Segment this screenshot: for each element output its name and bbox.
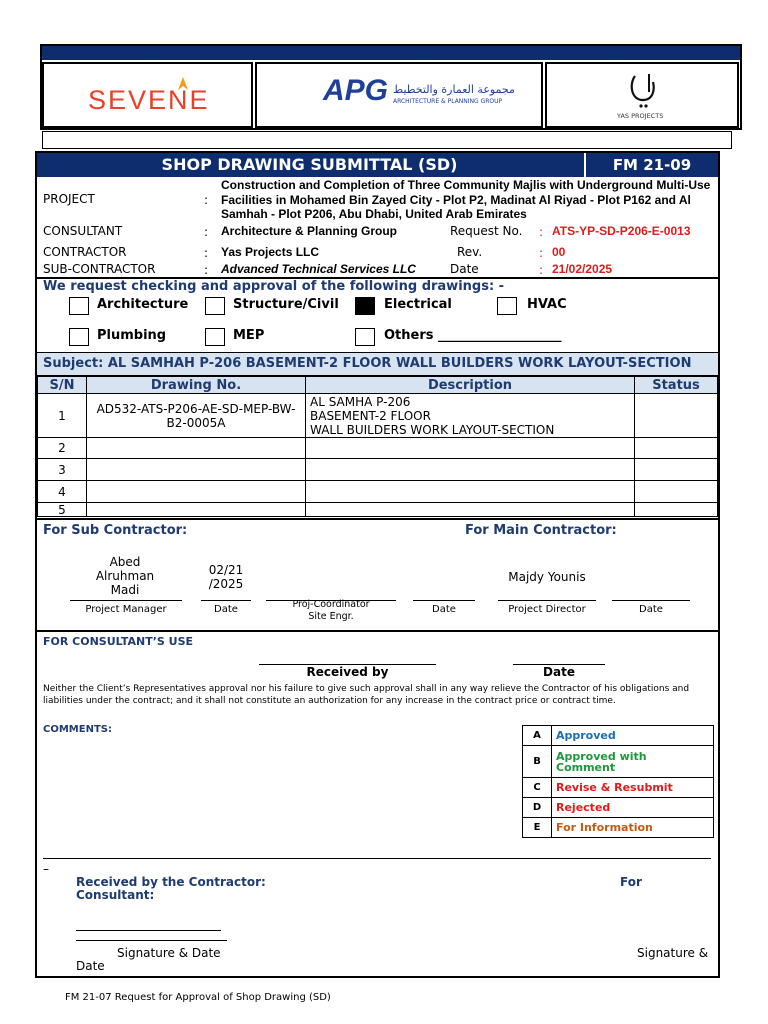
header-empty-strip bbox=[42, 131, 732, 149]
drawing-table bbox=[37, 376, 718, 517]
form-footer: FM 21-07 Request for Approval of Shop Drawing (SD) bbox=[65, 992, 331, 1003]
checking-heading: We request checking and approval of the following drawings: - bbox=[43, 279, 505, 294]
subcontractor-value: Advanced Technical Services LLC bbox=[221, 262, 416, 276]
coordinator-label bbox=[266, 599, 396, 623]
rev-colon: : bbox=[539, 246, 544, 260]
drawing-cell: AD532-ATS-P206-AE-SD-MEP-BW-B2-0005A bbox=[87, 394, 306, 438]
name-line: Alruhman bbox=[95, 569, 155, 583]
contractor-logo-cell bbox=[545, 62, 739, 128]
date-word-label: Date bbox=[76, 959, 105, 973]
architecture-checkbox[interactable] bbox=[69, 297, 89, 315]
table-row bbox=[38, 459, 718, 481]
director-date-label: Date bbox=[639, 604, 663, 615]
hvac-label: HVAC bbox=[527, 297, 567, 312]
header-status: Status bbox=[635, 377, 718, 394]
contractor-header bbox=[545, 46, 739, 60]
code-key: C bbox=[523, 778, 552, 798]
signature-line bbox=[413, 600, 475, 601]
code-rejected: Rejected bbox=[552, 798, 714, 818]
sn-cell: 1 bbox=[38, 394, 87, 438]
sub-contractor-heading: For Sub Contractor: bbox=[43, 523, 188, 538]
sn-cell: 2 bbox=[38, 438, 87, 459]
signature-line bbox=[76, 930, 221, 931]
description-cell bbox=[306, 459, 635, 481]
client-logo: SEVENE bbox=[88, 85, 210, 115]
consultant-use-heading: FOR CONSULTANT’S USE bbox=[43, 635, 194, 648]
divider bbox=[37, 518, 718, 520]
date-colon: : bbox=[539, 263, 544, 277]
description-cell bbox=[306, 394, 635, 438]
received-contractor-label: Received by the Contractor: bbox=[76, 875, 266, 889]
contractor-value: Yas Projects LLC bbox=[221, 245, 320, 259]
engineer-logo-arabic: مجموعة العمارة والتخطيط bbox=[393, 83, 515, 96]
signature-amp-label: Signature & bbox=[637, 946, 709, 960]
contractor-logo-mark-icon bbox=[627, 70, 661, 110]
hvac-checkbox[interactable] bbox=[497, 297, 517, 315]
main-contractor-heading: For Main Contractor: bbox=[465, 523, 617, 538]
mep-checkbox[interactable] bbox=[205, 328, 225, 346]
signature-line bbox=[70, 600, 182, 601]
engineer-header bbox=[255, 46, 543, 60]
code-approved: Approved bbox=[552, 726, 714, 746]
signature-date-label: Signature & Date bbox=[117, 946, 221, 960]
description-cell bbox=[306, 481, 635, 503]
status-cell bbox=[635, 438, 718, 459]
project-label: PROJECT bbox=[43, 192, 95, 206]
status-cell bbox=[635, 481, 718, 503]
consultant-label: CONSULTANT bbox=[43, 224, 123, 238]
form-title: SHOP DRAWING SUBMITTAL (SD) bbox=[161, 155, 458, 174]
date-label: Date bbox=[450, 262, 479, 276]
description-cell bbox=[306, 503, 635, 517]
status-cell bbox=[635, 394, 718, 438]
signature-line bbox=[498, 600, 596, 601]
status-code-row bbox=[523, 818, 714, 838]
consultant-value: Architecture & Planning Group bbox=[221, 224, 398, 238]
project-manager-name bbox=[80, 555, 170, 597]
client-label: Client bbox=[129, 46, 165, 60]
status-code-row bbox=[523, 746, 714, 778]
drawing-cell bbox=[87, 438, 306, 459]
signature-line bbox=[612, 600, 690, 601]
separator-dash: – bbox=[43, 862, 49, 876]
comments-label: COMMENTS: bbox=[43, 724, 112, 735]
contractor-label: Contractor bbox=[610, 46, 674, 60]
drawing-cell bbox=[87, 481, 306, 503]
divider bbox=[37, 630, 718, 632]
description-line: WALL BUILDERS WORK LAYOUT-SECTION bbox=[310, 422, 555, 437]
contractor-info-label: CONTRACTOR bbox=[43, 245, 127, 259]
subcontractor-label: SUB-CONTRACTOR bbox=[43, 262, 156, 276]
contractor-colon: : bbox=[204, 246, 209, 260]
status-code-table bbox=[522, 725, 714, 838]
status-code-row bbox=[523, 798, 714, 818]
engineer-logo-cell bbox=[255, 62, 543, 128]
project-colon: : bbox=[204, 193, 209, 207]
electrical-label: Electrical bbox=[384, 297, 452, 312]
received-by-label: Received by bbox=[306, 665, 389, 679]
date-value: 21/02/2025 bbox=[552, 262, 613, 276]
code-key: E bbox=[523, 818, 552, 838]
plumbing-checkbox[interactable] bbox=[69, 328, 89, 346]
client-logo-cell bbox=[42, 62, 253, 128]
label-line: Site Engr. bbox=[308, 611, 354, 622]
table-row bbox=[38, 503, 718, 517]
signature-line bbox=[76, 940, 227, 941]
sn-cell: 3 bbox=[38, 459, 87, 481]
code-for-information: For Information bbox=[552, 818, 714, 838]
status-code-row bbox=[523, 726, 714, 746]
engineer-logo-subtitle: ARCHITECTURE & PLANNING GROUP bbox=[393, 98, 503, 105]
table-row bbox=[38, 394, 718, 438]
client-logo-flame-icon bbox=[175, 76, 191, 92]
contractor-logo-text: YAS PROJECTS bbox=[617, 112, 664, 120]
subject-bar: Subject: AL SAMHAH P-206 BASEMENT-2 FLOOR WALL BUILDERS WORK LAYOUT-SECTION bbox=[37, 352, 718, 376]
client-header bbox=[42, 46, 252, 60]
drawing-cell bbox=[87, 503, 306, 517]
mep-label: MEP bbox=[233, 328, 265, 343]
pm-date-label: Date bbox=[214, 604, 238, 615]
architecture-label: Architecture bbox=[97, 297, 189, 312]
consultant-colon: : bbox=[204, 225, 209, 239]
plumbing-label: Plumbing bbox=[97, 328, 167, 343]
form-number: FM 21-09 bbox=[584, 153, 718, 177]
project-manager-date bbox=[200, 563, 252, 591]
project-value: Construction and Completion of Three Community Majlis with Underground Multi-Use Facilities in Mohamed Bin Zayed City - Plot P2, Madinat Al Riyad - Plot P162 and Al Samhah - Plot P206, Abu Dhabi, United Arab Emirates bbox=[221, 178, 711, 221]
code-key: D bbox=[523, 798, 552, 818]
table-row bbox=[38, 438, 718, 459]
consultant-label: Consultant: bbox=[76, 888, 155, 902]
table-header-row bbox=[38, 377, 718, 394]
header-description: Description bbox=[306, 377, 635, 394]
code-key: A bbox=[523, 726, 552, 746]
code-approved-with-comment: Approved with Comment bbox=[552, 746, 714, 778]
coordinator-date-label: Date bbox=[432, 604, 456, 615]
request-colon: : bbox=[539, 225, 544, 239]
name-line: Madi bbox=[110, 583, 140, 597]
code-revise-resubmit: Revise & Resubmit bbox=[552, 778, 714, 798]
status-code-row bbox=[523, 778, 714, 798]
date-line: 02/21 bbox=[208, 563, 244, 577]
others-label: Others ___________________ bbox=[384, 328, 562, 343]
status-cell bbox=[635, 503, 718, 517]
name-line: Abed bbox=[109, 555, 141, 569]
request-value: ATS-YP-SD-P206-E-0013 bbox=[552, 224, 691, 238]
engineer-label: Engineer bbox=[372, 46, 426, 60]
project-manager-label: Project Manager bbox=[85, 604, 167, 615]
structure-civil-label: Structure/Civil bbox=[233, 297, 339, 312]
subcontractor-colon: : bbox=[204, 263, 209, 277]
code-key: B bbox=[523, 746, 552, 778]
structure-civil-checkbox[interactable] bbox=[205, 297, 225, 315]
sn-cell: 5 bbox=[38, 503, 87, 517]
engineer-logo: APG bbox=[323, 74, 389, 107]
rev-value: 00 bbox=[552, 245, 566, 259]
for-label: For bbox=[620, 875, 642, 889]
consultant-date-label: Date bbox=[543, 665, 575, 679]
signature-line bbox=[201, 600, 251, 601]
description-cell bbox=[306, 438, 635, 459]
description-line: AL SAMHA P-206 bbox=[310, 394, 411, 409]
project-director-name: Majdy Younis bbox=[508, 570, 586, 584]
request-label: Request No. bbox=[450, 224, 523, 238]
project-director-label: Project Director bbox=[508, 604, 586, 615]
disclaimer-text: Neither the Client’s Representatives approval nor his failure to give such approval shall in any way relieve the Contractor of his obligations and liabilities under the contract; and it shall not constitute an authorization for any increase in the contract price or contract time. bbox=[43, 684, 690, 706]
others-checkbox[interactable] bbox=[355, 328, 375, 346]
description-line: BASEMENT-2 FLOOR bbox=[310, 408, 431, 423]
label-line: Proj-Coordinator bbox=[292, 599, 370, 610]
header-drawing-no: Drawing No. bbox=[87, 377, 306, 394]
header-sn: S/N bbox=[38, 377, 87, 394]
separator-line bbox=[43, 858, 711, 859]
drawing-cell bbox=[87, 459, 306, 481]
date-line: /2025 bbox=[208, 577, 244, 591]
sn-cell: 4 bbox=[38, 481, 87, 503]
electrical-checkbox[interactable] bbox=[355, 297, 375, 315]
table-row bbox=[38, 481, 718, 503]
rev-label: Rev. bbox=[457, 245, 483, 259]
status-cell bbox=[635, 459, 718, 481]
